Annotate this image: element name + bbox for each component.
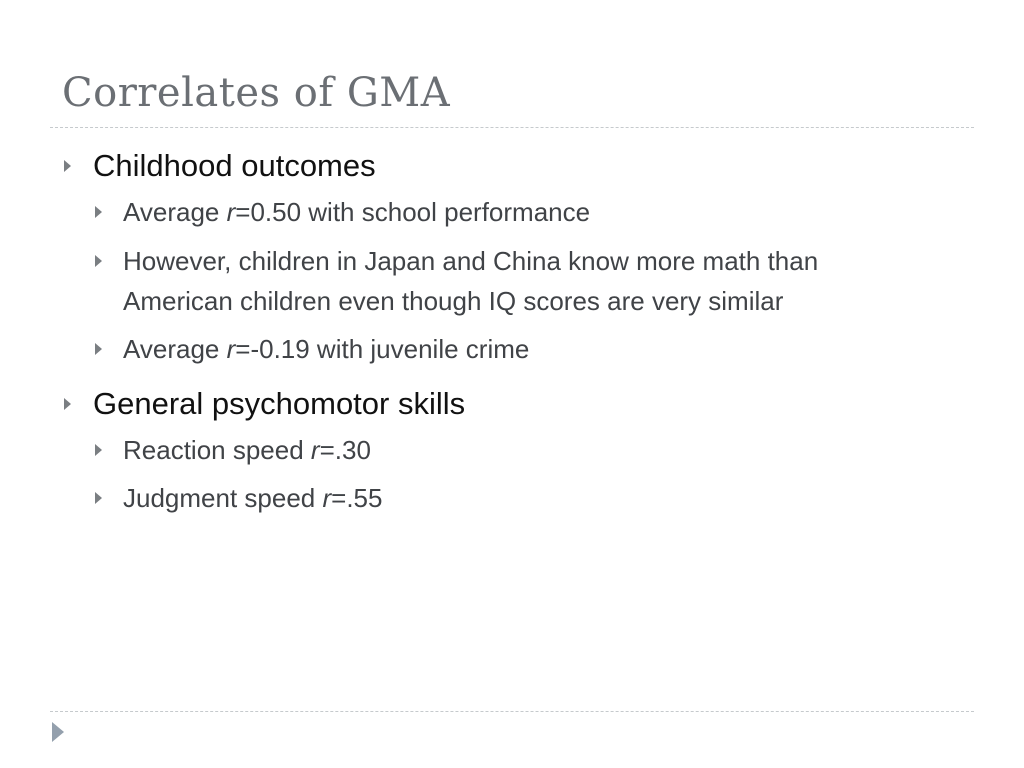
sub-bullet-suffix: =.30 — [319, 435, 371, 465]
sub-bullet-prefix: Average — [123, 334, 227, 364]
bullet-heading: Childhood outcomes — [93, 148, 376, 183]
sub-bullet-school-performance — [60, 192, 970, 232]
triangle-bullet-icon — [95, 444, 102, 456]
triangle-bullet-icon — [95, 255, 102, 267]
sub-bullet-r-symbol: r — [322, 483, 332, 513]
sub-bullet-juvenile-crime — [60, 329, 970, 369]
sub-bullet-reaction-speed — [60, 430, 970, 470]
sub-bullet-suffix: =.55 — [331, 483, 383, 513]
sub-bullet-line-1: However, children in Japan and China know more math than — [123, 246, 819, 276]
sub-bullet-suffix: =0.50 with school performance — [235, 197, 591, 227]
sub-bullet-prefix: Reaction speed — [123, 435, 311, 465]
sub-bullet-r-symbol: r — [226, 334, 236, 364]
top-divider — [50, 127, 974, 128]
sub-bullet-line-2: American children even though IQ scores are very similar — [123, 286, 784, 316]
bullet-heading: General psychomotor skills — [93, 386, 466, 421]
sub-bullet-r-symbol: r — [310, 435, 320, 465]
next-slide-arrow-icon[interactable] — [52, 722, 64, 742]
triangle-bullet-icon — [95, 492, 102, 504]
sub-bullet-judgment-speed — [60, 478, 970, 518]
bullet-childhood-outcomes — [60, 145, 970, 187]
triangle-bullet-icon — [64, 398, 71, 410]
sub-bullet-japan-china — [60, 241, 970, 321]
bullet-list — [60, 145, 970, 518]
sub-bullet-prefix: Average — [123, 197, 227, 227]
bullet-psychomotor-skills — [60, 383, 970, 425]
sub-bullet-prefix: Judgment speed — [123, 483, 323, 513]
bottom-divider — [50, 711, 974, 712]
sub-bullet-r-symbol: r — [226, 197, 236, 227]
slide-title: Correlates of GMA — [62, 70, 451, 116]
sub-bullet-suffix: =-0.19 with juvenile crime — [235, 334, 530, 364]
triangle-bullet-icon — [95, 206, 102, 218]
triangle-bullet-icon — [95, 343, 102, 355]
triangle-bullet-icon — [64, 160, 71, 172]
